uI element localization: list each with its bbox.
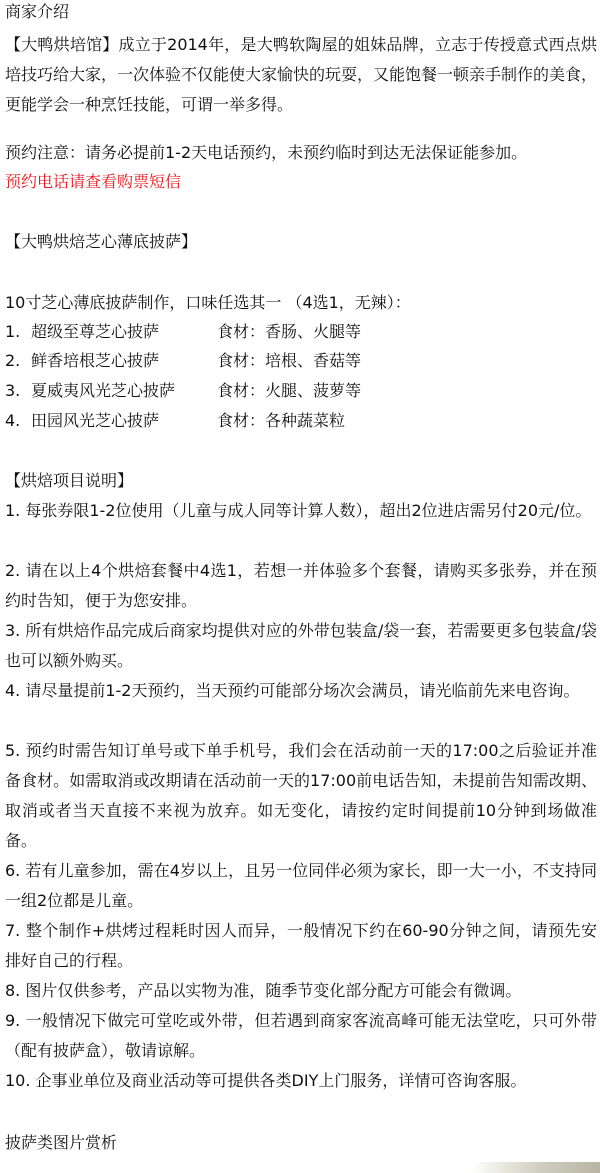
rules-title: 【烘焙项目说明】 (5, 471, 134, 490)
product-option (5, 351, 597, 371)
product-option (5, 411, 597, 431)
product-intro: 10寸芝心薄底披萨制作，口味任选其一 （4选1，无辣）： (5, 293, 411, 312)
option-number: 2. (5, 351, 21, 370)
option-number: 4. (5, 411, 21, 430)
intro-paragraph: 【大鸭烘培馆】成立于2014年，是大鸭软陶屋的姐妹品牌，立志于传授意式西点烘培技巧给大家，一次体验不仅能使大家愉快的玩耍，又能饱餐一顿亲手制作的美食，更能学会一种烹饪技能，可谓一举多得。 (5, 35, 598, 114)
rule-item: 5. 预约时需告知订单号或下单手机号，我们会在活动前一天的17:00之后验证并准备食材。如需取消或改期请在活动前一天的17:00前电话告知，未提前告知需改期、取消或者当天直接不来视为放弃。如无变化，请按约定时间提前10分钟到场做准备。 (5, 741, 597, 850)
rule-item: 3. 所有烘焙作品完成后商家均提供对应的外带包装盒/袋一套，若需要更多包装盒/袋也可以额外购买。 (5, 621, 597, 670)
option-ingredients: 食材：香肠、火腿等 (217, 322, 362, 341)
product-option (5, 322, 597, 342)
option-ingredients: 食材：各种蔬菜粒 (217, 411, 346, 430)
rule-item: 10. 企事业单位及商业活动等可提供各类DIY上门服务，详情可咨询客服。 (5, 1071, 527, 1090)
booking-phone-hint: 预约电话请查看购票短信 (5, 172, 182, 191)
intro-heading: 商家介绍 (5, 2, 70, 21)
option-ingredients: 食材：培根、香菇等 (217, 351, 362, 370)
option-number: 3. (5, 381, 21, 400)
rule-item: 7. 整个制作+烘烤过程耗时因人而异，一般情况下约在60-90分钟之间，请预先安排好自己的行程。 (5, 921, 597, 970)
product-option (5, 381, 597, 401)
rule-item: 6. 若有儿童参加，需在4岁以上，且另一位同伴必须为家长，即一大一小，不支持同一组2位都是儿童。 (5, 861, 597, 910)
product-title: 【大鸭烘焙芝心薄底披萨】 (5, 232, 198, 251)
option-name: 鲜香培根芝心披萨 (31, 351, 160, 370)
rule-item: 2. 请在以上4个烘焙套餐中4选1，若想一并体验多个套餐，请购买多张券，并在预约时告知，便于为您安排。 (5, 561, 597, 610)
rule-item: 1. 每张券限1-2位使用（儿童与成人同等计算人数），超出2位进店需另付20元/位。 (5, 501, 592, 520)
option-ingredients: 食材：火腿、菠萝等 (217, 381, 362, 400)
gallery-heading: 披萨类图片赏析 (5, 1133, 118, 1152)
pizza-photo (470, 1162, 600, 1173)
rule-item: 8. 图片仅供参考，产品以实物为准，随季节变化部分配方可能会有微调。 (5, 981, 522, 1000)
rule-item: 9. 一般情况下做完可堂吃或外带，但若遇到商家客流高峰可能无法堂吃，只可外带（配有披萨盒），敬请谅解。 (5, 1011, 597, 1060)
option-name: 夏威夷风光芝心披萨 (31, 381, 176, 400)
option-name: 超级至尊芝心披萨 (31, 322, 160, 341)
booking-notice: 预约注意：请务必提前1-2天电话预约，未预约临时到达无法保证能参加。 (5, 143, 528, 162)
rule-item: 4. 请尽量提前1-2天预约，当天预约可能部分场次会满员，请光临前先来电咨询。 (5, 681, 580, 700)
option-name: 田园风光芝心披萨 (31, 411, 160, 430)
option-number: 1. (5, 322, 21, 341)
